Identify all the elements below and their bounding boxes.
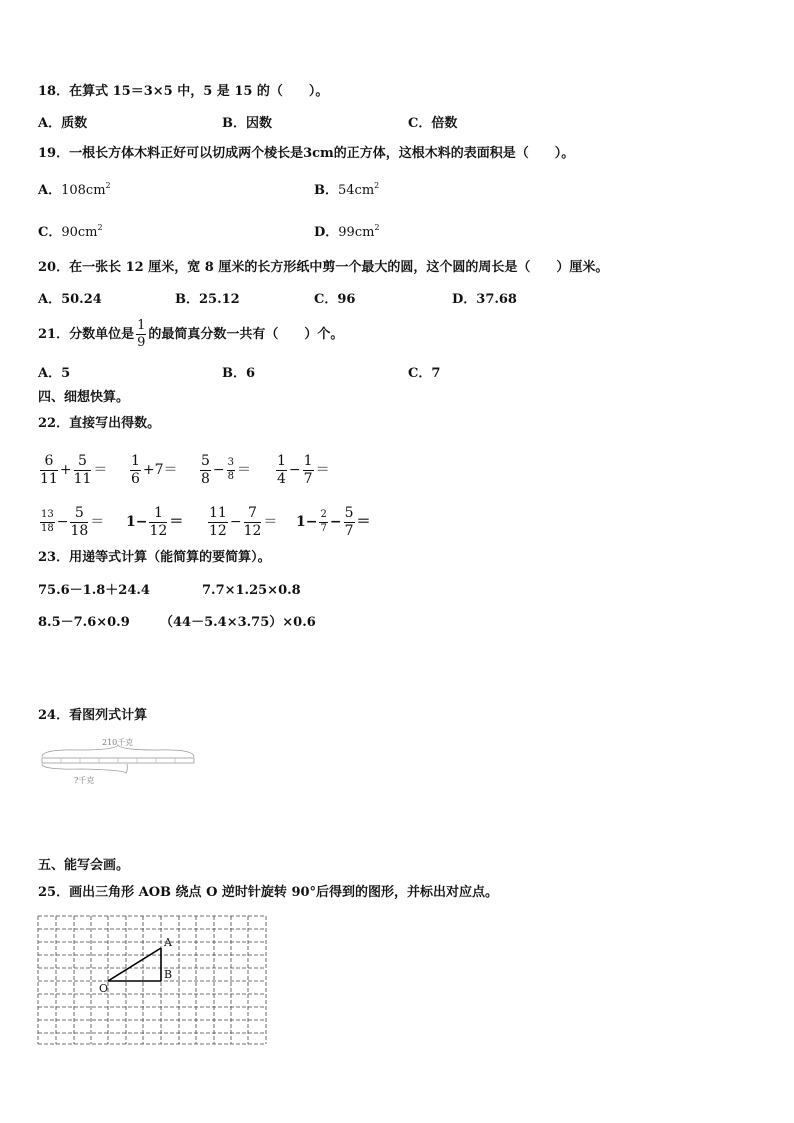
q20-option-b: B．25.12: [175, 292, 240, 307]
q25-label-b: B: [164, 968, 173, 981]
q19-option-b: B．$54cm^2$: [314, 181, 380, 198]
q21-option-c: C．7: [408, 366, 441, 381]
q18-option-b: B．因数: [222, 116, 272, 131]
q22-expr-8: 1− $\frac{2}{7}$ − $\frac{5}{7}$ ＝: [296, 504, 371, 539]
q22-expr-3: $\frac{5}{8}$ − $\frac{3}{8}$ ＝: [201, 452, 252, 487]
q23-stem: 23．用递等式计算（能简算的要简算）。: [38, 550, 271, 565]
section-4-heading: 四、细想快算。: [38, 390, 130, 405]
q23-expr-2: 7.7×1.25×0.8: [202, 583, 301, 598]
q22-expr-1: $\frac{6}{11}$ + $\frac{5}{11}$ ＝: [40, 452, 108, 487]
q25-label-o: O: [99, 982, 109, 995]
q18-option-a: A．质数: [38, 116, 88, 131]
q24-line-diagram: [38, 734, 200, 790]
q25-grid-lines: [38, 916, 266, 1044]
q18-option-c: C．倍数: [408, 116, 458, 131]
q24-bottom-brace: [42, 764, 127, 773]
q21-option-b: B．6: [222, 366, 256, 381]
q24-bottom-label: ?千克: [74, 776, 95, 785]
q20-option-a: A．50.24: [38, 292, 102, 307]
q19-option-a: A．$108cm^2$: [38, 181, 111, 198]
q19-option-c: C．$90cm^2$: [38, 223, 103, 240]
q23-expr-4: （44－5.4×3.75）×0.6: [160, 615, 316, 630]
q25-triangle-aob: [108, 948, 161, 981]
q22-expr-4: $\frac{1}{4}$ − $\frac{1}{7}$ ＝: [277, 452, 330, 487]
q24-ticks: [61, 758, 175, 763]
q25-stem: 25．画出三角形 AOB 绕点 O 逆时针旋转 90°后得到的图形，并标出对应点。: [38, 885, 499, 900]
q21-stem: 21．分数单位是 $\frac{1}{9}$ 的最简真分数一共有（ ）个。: [38, 318, 344, 350]
section-5-heading: 五、能写会画。: [38, 858, 130, 873]
q22-stem: 22．直接写出得数。: [38, 416, 161, 431]
q24-line-diagram-svg: [38, 734, 200, 790]
q25-grid-figure: [36, 912, 270, 1048]
q21-option-a: A．5: [38, 366, 71, 381]
q20-option-c: C．96: [314, 292, 356, 307]
q24-stem: 24．看图列式计算: [38, 708, 148, 723]
q22-expr-7: $\frac{11}{12}$ − $\frac{7}{12}$ ＝: [209, 504, 278, 539]
q25-grid-svg: [36, 912, 270, 1048]
q20-stem: 20．在一张长 12 厘米，宽 8 厘米的长方形纸中剪一个最大的圆，这个圆的周长是（ ）厘米。: [38, 260, 609, 275]
q19-stem: 19．一根长方体木料正好可以切成两个棱长是3cm的正方体，这根木料的表面积是（ ）。: [38, 146, 575, 161]
q24-top-label: 210千克: [102, 738, 134, 747]
q22-expr-2: $\frac{1}{6}$ +7＝: [131, 452, 178, 487]
q23-expr-3: 8.5－7.6×0.9: [38, 615, 130, 630]
q19-option-d: D．$99cm^2$: [314, 223, 380, 240]
q23-expr-1: 75.6－1.8＋24.4: [38, 583, 150, 598]
q22-expr-5: $\frac{13}{18}$ − $\frac{5}{18}$ ＝: [41, 504, 105, 539]
q20-option-d: D．37.68: [452, 292, 517, 307]
q25-label-a: A: [164, 936, 172, 949]
q21-fraction: $\frac{1}{9}$: [137, 318, 146, 350]
q18-stem: 18．在算式 15＝3×5 中，5 是 15 的（ ）。: [38, 84, 329, 99]
q22-expr-6: 1− $\frac{1}{12}$ ＝: [126, 504, 184, 539]
